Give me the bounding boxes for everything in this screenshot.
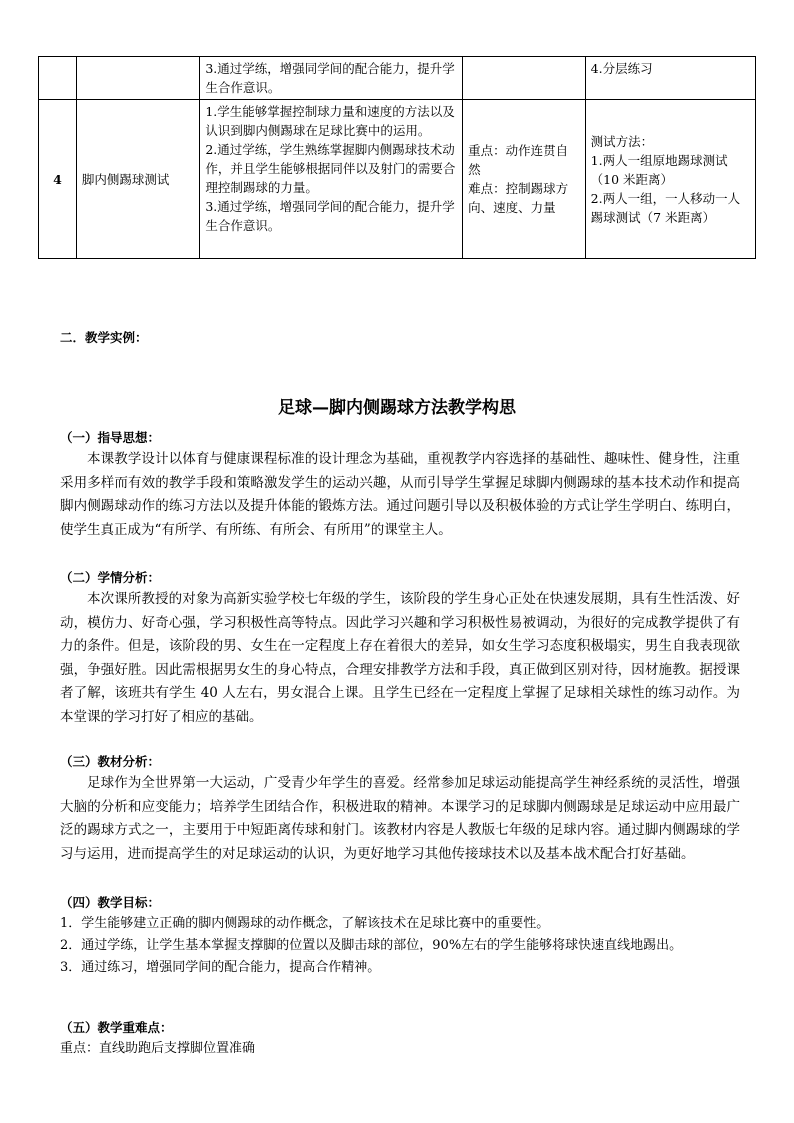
key-point-line: 重点：直线助跑后支撑脚位置准确 [60, 1041, 256, 1056]
section-title: 二．教学实例： [60, 330, 148, 345]
goals-cell [200, 100, 463, 259]
keypoints-cell [463, 100, 586, 259]
table-row [39, 100, 756, 259]
row-number-cell: 4 [39, 100, 77, 259]
goals-cell [200, 57, 463, 100]
keypoints-cell [463, 57, 586, 100]
section-paragraph: 足球作为全世界第一大运动，广受青少年学生的喜爱。经常参加足球运动能提高学生神经系统的灵活性，增强大脑的分析和应变能力；培养学生团结合作，积极进取的精神。本课学习的足球脚内侧踢球是足球运动中应用最广泛的踢球方式之一，主要用于中短距离传球和射门。该教材内容是人教版七年级的足球内容。通过脚内侧踢球的学习与运用，进而提高学生的对足球运动的认识，为更好地学习其他传接球技术以及基本战术配合打好基础。 [60, 775, 740, 862]
section-heading: （五）教学重难点： [60, 1020, 173, 1035]
section-key-points [60, 1018, 740, 1060]
lesson-plan-table [38, 56, 756, 259]
document-title: 足球—脚内侧踢球方法教学构思 [278, 398, 516, 418]
method-line: 1.两人一组原地踢球测试（10 米距离） [590, 152, 728, 187]
section-heading: （一）指导思想： [60, 430, 161, 445]
keypoint-line: 重点：动作连贯自然 [468, 143, 569, 177]
section-heading: （二）学情分析： [60, 570, 161, 585]
list-item: 2．通过学练，让学生基本掌握支撑脚的位置以及脚击球的部位，90%左右的学生能够将球快速直线地踢出。 [60, 938, 683, 953]
goal-line: 2.通过学练，学生熟练掌握脚内侧踢球技术动作，并且学生能够根据同伴以及射门的需要合理控制踢球的力量。 [205, 142, 456, 195]
goal-line: 1.学生能够掌握控制球力量和速度的方法以及认识到脚内侧踢球在足球比赛中的运用。 [205, 104, 455, 138]
section-student-analysis [60, 568, 740, 729]
section-guiding-thought [60, 428, 740, 542]
list-item: 1．学生能够建立正确的脚内侧踢球的动作概念，了解该技术在足球比赛中的重要性。 [60, 916, 550, 931]
table-row [39, 57, 756, 100]
section-paragraph: 本课教学设计以体育与健康课程标准的设计理念为基础，重视教学内容选择的基础性、趣味性、健身性，注重采用多样而有效的教学手段和策略激发学生的运动兴趣，从而引导学生掌握足球脚内侧踢球的基本技术动作和提高脚内侧踢球动作的练习方法以及提升体能的锻炼方法。通过问题引导以及积极体验的方式让学生学明白、练明白，使学生真正成为“有所学、有所练、有所会、有所用”的课堂主人。 [60, 451, 740, 538]
goal-line: 3.通过学练，增强同学间的配合能力，提升学生合作意识。 [205, 61, 455, 95]
goal-line: 3.通过学练，增强同学间的配合能力，提升学生合作意识。 [205, 199, 455, 233]
list-item: 3．通过练习，增强同学间的配合能力，提高合作精神。 [60, 960, 381, 975]
section-paragraph: 本次课所教授的对象为高新实验学校七年级的学生，该阶段的学生身心正处在快速发展期，具有生性活泼、好动，模仿力、好奇心强，学习积极性高等特点。因此学习兴趣和学习积极性易被调动，为很好的完成教学提供了有力的条件。但是，该阶段的男、女生在一定程度上存在着很大的差异，如女生学习态度积极塌实，男生自我表现欲强，争强好胜。因此需根据男女生的身心特点，合理安排教学方法和手段，真正做到区别对待，因材施教。据授课者了解，该班共有学生 40 人左右，男女混合上课。且学生已经在一定程度上掌握了足球相关球性的练习动作。为本堂课的学习打好了相应的基础。 [60, 591, 740, 725]
row-number-cell [39, 57, 77, 100]
section-heading: （四）教学目标： [60, 895, 161, 910]
method-cell [585, 57, 755, 100]
content-name-cell: 脚内侧踢球测试 [76, 100, 199, 259]
method-line: 4.分层练习 [590, 61, 653, 76]
content-name-cell [76, 57, 199, 100]
section-heading: （三）教材分析： [60, 754, 161, 769]
method-cell [585, 100, 755, 259]
method-line: 2.两人一组，一人移动一人踢球测试（7 米距离） [590, 190, 741, 225]
section-material-analysis [60, 752, 740, 866]
section-teaching-goals [60, 893, 740, 979]
method-line: 测试方法： [590, 133, 654, 149]
difficulty-line: 难点：控制踢球方向、速度、力量 [468, 181, 569, 215]
